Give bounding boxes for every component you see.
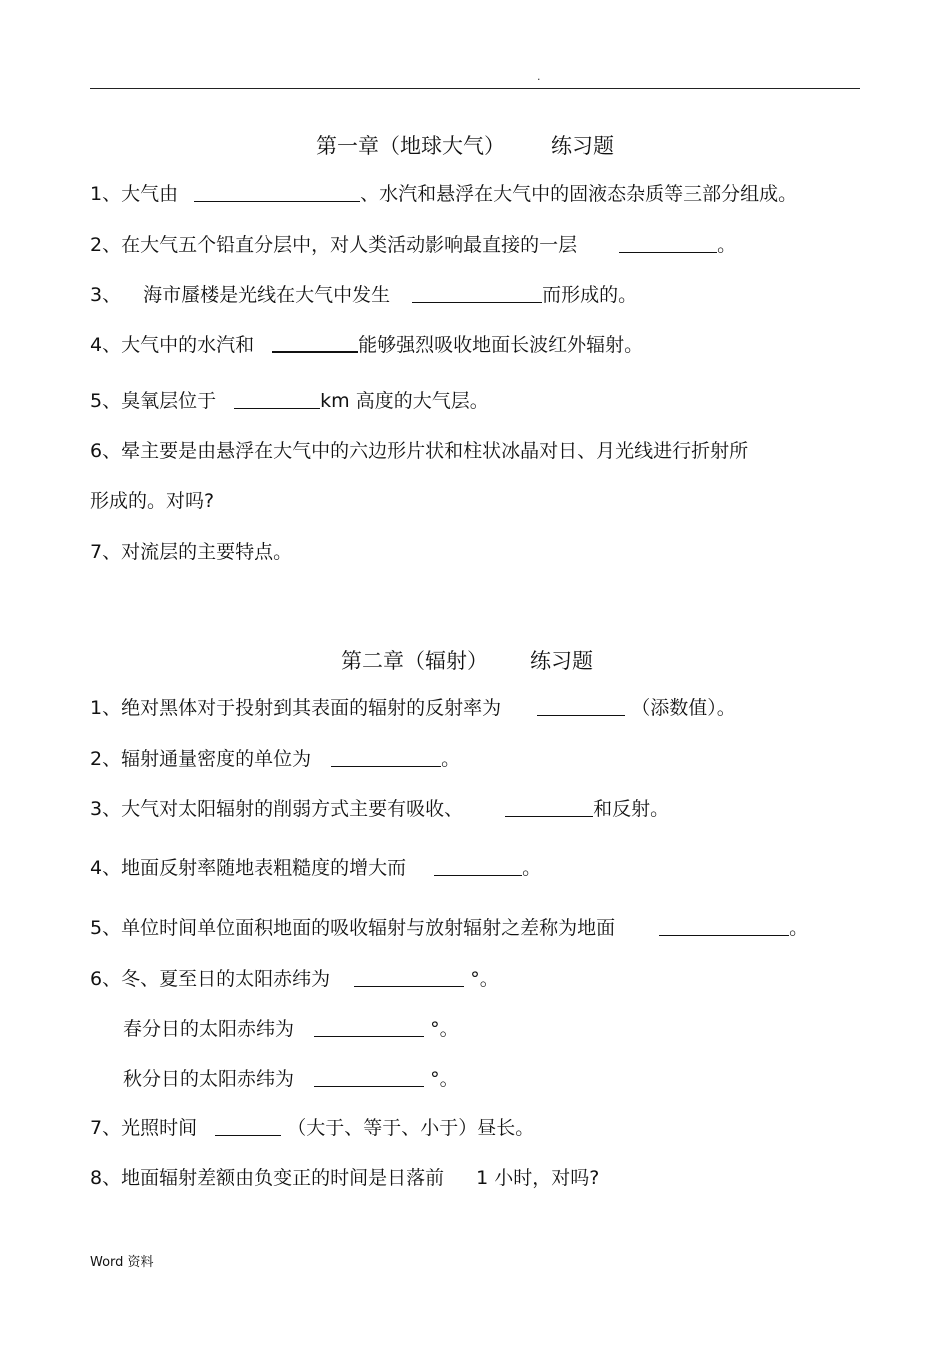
question-text: 臭氧层位于 <box>121 390 217 412</box>
answer-blank[interactable] <box>272 332 358 353</box>
question-text: 晕主要是由悬浮在大气中的六边形片状和柱状冰晶对日、月光线进行折射所 <box>121 440 749 462</box>
question-2-6-autumn <box>123 1064 459 1091</box>
question-2-5 <box>90 913 808 940</box>
answer-blank[interactable] <box>314 1067 424 1087</box>
question-text-after: （大于、等于、小于）昼长。 <box>287 1117 535 1139</box>
question-number: 6、 <box>90 440 122 462</box>
answer-blank[interactable] <box>234 389 320 409</box>
footer-text: Word 资料 <box>90 1255 154 1270</box>
question-text: 大气对太阳辐射的削弱方式主要有吸收、 <box>121 798 464 820</box>
header-mark: . <box>537 70 541 83</box>
question-text: 大气中的水汽和 <box>121 334 255 356</box>
question-text-after: °。 <box>430 1068 459 1090</box>
question-1-7 <box>90 537 292 564</box>
question-2-6-spring <box>123 1014 459 1041</box>
question-text-after: 。 <box>717 234 737 256</box>
question-text: 冬、夏至日的太阳赤纬为 <box>121 968 331 990</box>
question-2-6 <box>90 964 499 991</box>
answer-blank[interactable] <box>619 233 717 253</box>
question-2-3 <box>90 794 669 821</box>
header-rule <box>90 88 860 89</box>
chapter2-title <box>341 645 593 675</box>
question-text-after: 而形成的。 <box>542 284 638 306</box>
question-text: 光照时间 <box>121 1117 198 1139</box>
answer-blank[interactable] <box>537 696 625 716</box>
question-text-after: °。 <box>430 1018 459 1040</box>
question-number: 4、 <box>90 334 122 356</box>
question-number: 3、 <box>90 284 122 306</box>
question-1-2 <box>90 230 736 257</box>
question-2-7 <box>90 1113 534 1140</box>
question-text: 地面反射率随地表粗糙度的增大而 <box>121 857 407 879</box>
answer-blank[interactable] <box>659 916 789 936</box>
question-text-after: 、水汽和悬浮在大气中的固液态杂质等三部分组成。 <box>360 183 798 205</box>
answer-blank[interactable] <box>434 856 522 876</box>
question-text: 单位时间单位面积地面的吸收辐射与放射辐射之差称为地面 <box>121 917 616 939</box>
question-2-8 <box>90 1163 599 1190</box>
chapter2-title-suffix: 练习题 <box>530 649 593 673</box>
answer-blank[interactable] <box>331 747 441 767</box>
question-text: 对流层的主要特点。 <box>121 541 293 563</box>
question-number: 5、 <box>90 917 122 939</box>
chapter2-title-main: 第二章（辐射） <box>341 649 488 673</box>
question-1-3 <box>90 280 637 307</box>
question-1-6 <box>90 436 748 463</box>
question-text: 绝对黑体对于投射到其表面的辐射的反射率为 <box>121 697 502 719</box>
question-text-after: 。 <box>441 748 461 770</box>
question-1-1 <box>90 179 797 206</box>
question-text-after: 。 <box>522 857 542 879</box>
chapter1-title-suffix: 练习题 <box>551 134 614 158</box>
question-number: 2、 <box>90 748 122 770</box>
question-text-after: °。 <box>470 968 499 990</box>
question-number: 8、 <box>90 1167 122 1189</box>
question-number: 3、 <box>90 798 122 820</box>
question-text-after: 。 <box>789 917 809 939</box>
chapter1-title <box>316 130 614 160</box>
question-text: 秋分日的太阳赤纬为 <box>123 1068 295 1090</box>
answer-blank[interactable] <box>215 1116 281 1136</box>
question-text: 大气由 <box>121 183 179 205</box>
answer-blank[interactable] <box>505 797 593 817</box>
answer-blank[interactable] <box>412 283 542 303</box>
question-text: 海市蜃楼是光线在大气中发生 <box>143 284 391 306</box>
question-number: 1、 <box>90 697 122 719</box>
question-number: 7、 <box>90 541 122 563</box>
question-number: 6、 <box>90 968 122 990</box>
question-text: 春分日的太阳赤纬为 <box>123 1018 295 1040</box>
question-1-5 <box>90 386 489 413</box>
answer-blank[interactable] <box>314 1017 424 1037</box>
question-2-4 <box>90 853 541 880</box>
question-2-2 <box>90 744 460 771</box>
question-text-after: 形成的。对吗? <box>90 490 215 512</box>
question-text: 在大气五个铅直分层中，对人类活动影响最直接的一层 <box>121 234 578 256</box>
question-1-6-continued <box>90 486 214 513</box>
question-text-after: km 高度的大气层。 <box>320 390 489 412</box>
question-number: 5、 <box>90 390 122 412</box>
question-text: 辐射通量密度的单位为 <box>121 748 312 770</box>
question-number: 4、 <box>90 857 122 879</box>
question-text: 地面辐射差额由负变正的时间是日落前 <box>121 1167 445 1189</box>
question-number: 7、 <box>90 1117 122 1139</box>
question-text-after: （添数值）。 <box>631 697 736 719</box>
question-number: 1、 <box>90 183 122 205</box>
answer-blank[interactable] <box>354 967 464 987</box>
question-2-1 <box>90 693 736 720</box>
question-text-after: 1 小时，对吗? <box>476 1167 600 1189</box>
chapter1-title-main: 第一章（地球大气） <box>316 134 505 158</box>
question-text-after: 能够强烈吸收地面长波红外辐射。 <box>358 334 644 356</box>
question-text-after: 和反射。 <box>593 798 670 820</box>
answer-blank[interactable] <box>194 182 360 202</box>
question-1-4 <box>90 330 643 357</box>
question-number: 2、 <box>90 234 122 256</box>
